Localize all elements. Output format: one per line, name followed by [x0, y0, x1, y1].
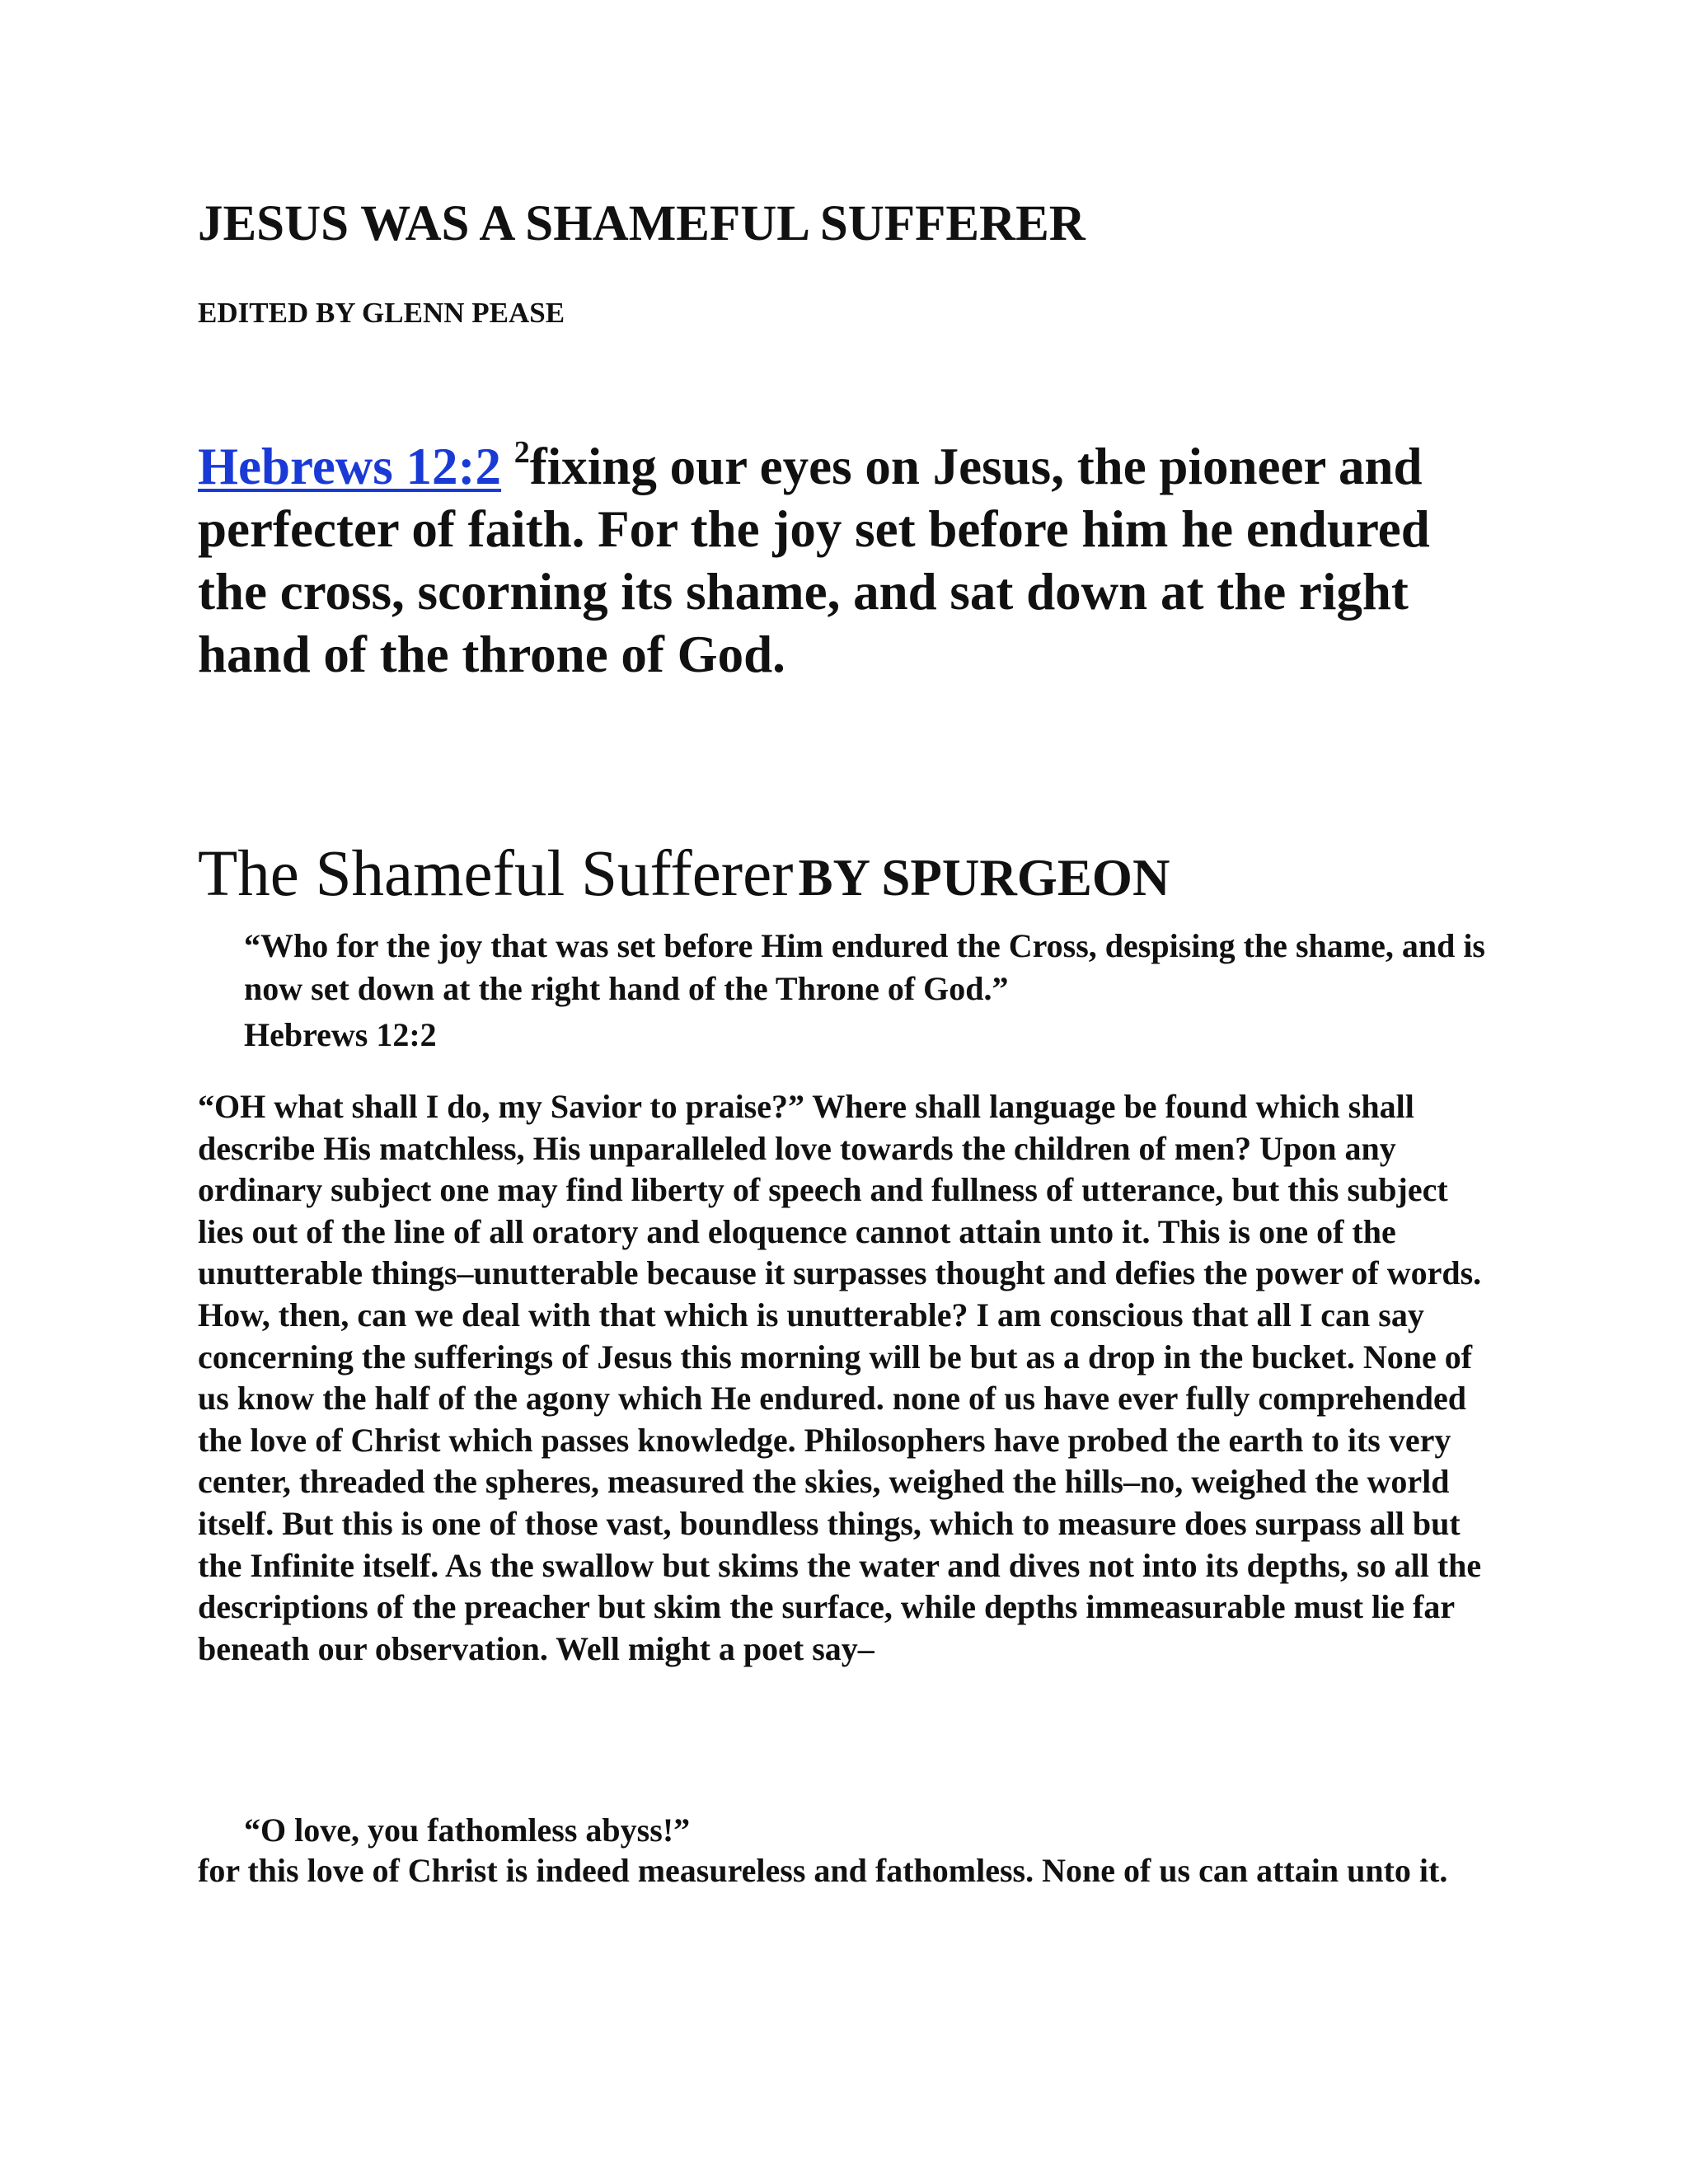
section-heading-title: The Shameful Sufferer	[198, 838, 794, 910]
epigraph-reference: Hebrews 12:2	[244, 1016, 437, 1053]
section-heading	[198, 839, 1170, 911]
scripture-text: fixing our eyes on Jesus, the pioneer and perfecter of faith. For the joy set before him he endured the cross, scorning its shame, and sat down at the right hand of the throne of God.	[198, 438, 1430, 683]
verse-number: 2	[513, 435, 530, 470]
scripture-passage	[198, 435, 1500, 686]
body-paragraph: “OH what shall I do, my Savior to praise?” Where shall language be found which shall describe His matchless, His unparalleled love towards the children of men? Upon any ordinary subject one may find liberty of speech and fullness of utterance, but this subject lies out of the line of all oratory and eloquence cannot attain unto it. This is one of the unutterable things–unutterable because it surpasses thought and defies the power of words. How, then, can we deal with that which is unutterable? I am conscious that all I can say concerning the sufferings of Jesus this morning will be but as a drop in the bucket. None of us know the half of the agony which He endured. none of us have ever fully comprehended the love of Christ which passes knowledge. Philosophers have probed the earth to its very center, threaded the spheres, measured the skies, weighed the hills–no, weighed the world itself. But this is one of those vast, boundless things, which to measure does surpass all but the Infinite itself. As the swallow but skims the water and dives not into its depths, so all the descriptions of the preacher but skim the surface, while depths immeasurable must lie far beneath our observation. Well might a poet say–	[198, 1088, 1482, 1667]
document-title: JESUS WAS A SHAMEFUL SUFFERER	[198, 196, 1085, 251]
editor-credit: EDITED BY GLENN PEASE	[198, 297, 565, 329]
scripture-reference-link[interactable]: Hebrews 12:2	[198, 438, 502, 495]
poem-line: “O love, you fathomless abyss!”	[244, 1811, 691, 1849]
closing-paragraph: for this love of Christ is indeed measureless and fathomless. None of us can attain unto it.	[198, 1852, 1448, 1889]
epigraph-quote: “Who for the joy that was set before Him endured the Cross, despising the shame, and is now set down at the right hand of the Throne of God.”	[244, 927, 1485, 1007]
section-heading-byline: BY SPURGEON	[798, 849, 1170, 907]
